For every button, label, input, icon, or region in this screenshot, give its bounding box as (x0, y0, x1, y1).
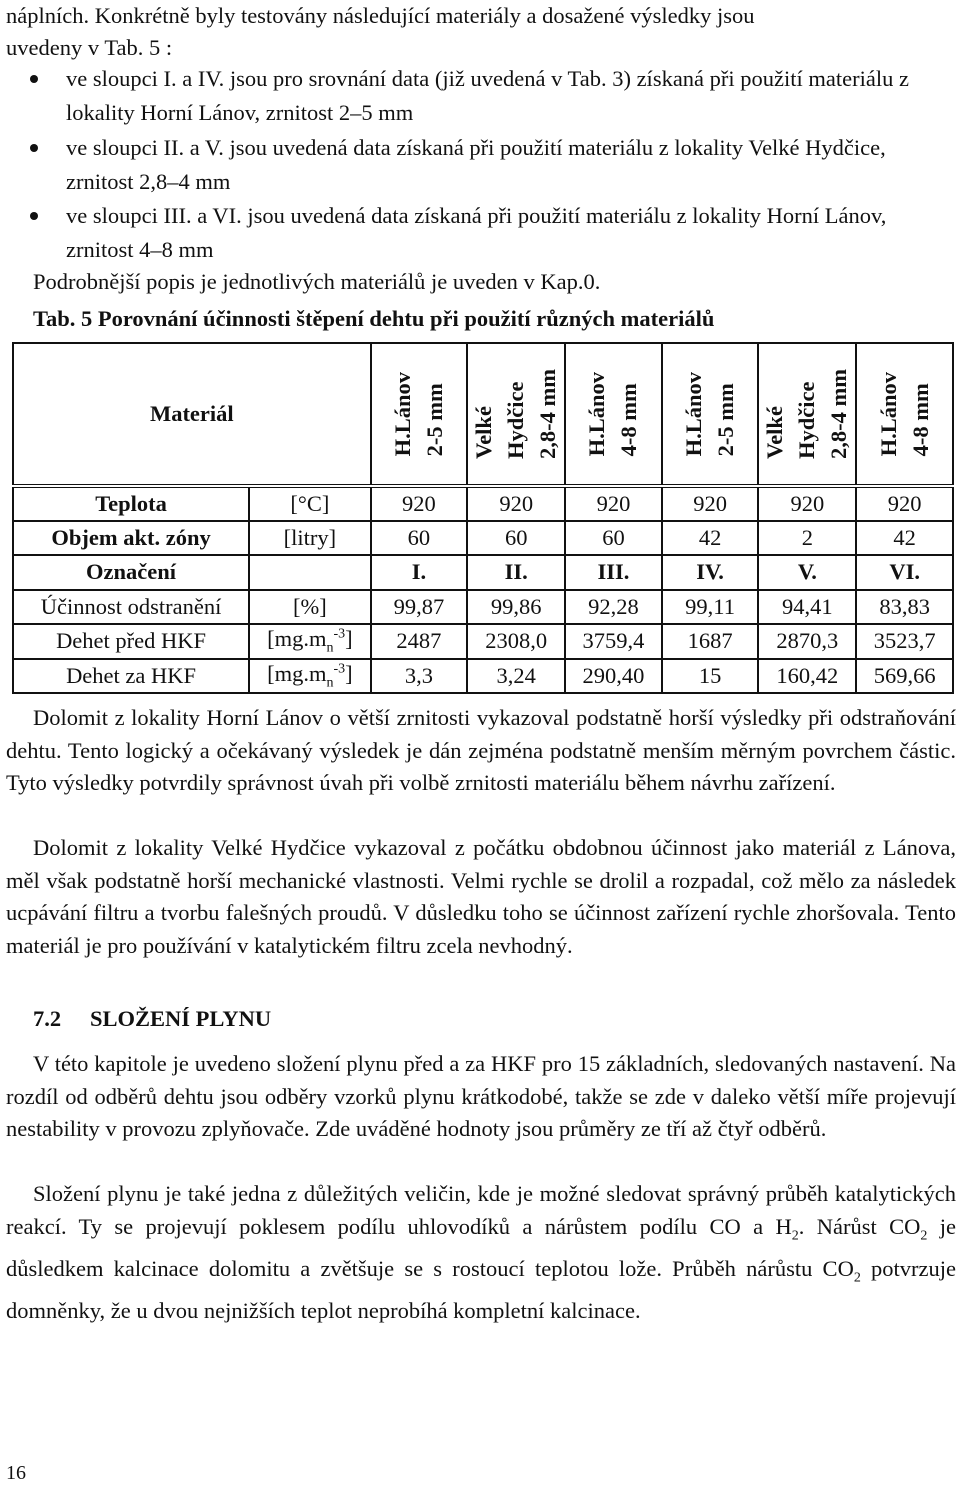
intro-line-1: náplních. Konkrétně byly testovány následující materiály a dosažené výsledky jsou (6, 3, 755, 28)
table-caption: Tab. 5 Porovnání účinnosti štěpení dehtu při použití různých materiálů (33, 306, 715, 331)
table-row (13, 486, 953, 521)
row-unit: $[mg.m_n^{-3}]$ (249, 624, 371, 659)
table-cell: 160,42 (758, 659, 856, 694)
table-row (13, 624, 953, 659)
table-row (13, 521, 953, 556)
table-cell: 920 (371, 486, 468, 521)
material-header: Materiál (13, 343, 371, 486)
table-cell: 3,3 (371, 659, 468, 694)
section-heading (33, 1006, 271, 1032)
note-line: Podrobnější popis je jednotlivých materiálů je uveden v Kap.0. (33, 269, 601, 294)
intro-line-2: uvedeny v Tab. 5 : (6, 35, 173, 60)
table-row (13, 659, 953, 694)
table-cell: 920 (856, 486, 953, 521)
table-cell: 920 (467, 486, 565, 521)
row-label: Účinnost odstranění (13, 590, 249, 625)
table-header-row (13, 343, 953, 486)
table-cell: 569,66 (856, 659, 953, 694)
table-cell: I. (371, 555, 468, 590)
table-cell: 42 (856, 521, 953, 556)
table-cell: 60 (371, 521, 468, 556)
table-cell: 94,41 (758, 590, 856, 625)
table-cell: 3759,4 (565, 624, 662, 659)
row-unit: $[mg.m_n^{-3}]$ (249, 659, 371, 694)
bullet-item: ve sloupci II. a V. jsou uvedená data získaná při použití materiálu z lokality Velké Hydčice, zrnitost 2,8–4 mm (6, 131, 956, 200)
table-cell: 920 (662, 486, 759, 521)
results-table (12, 342, 954, 694)
row-label: Dehet za HKF (13, 659, 249, 694)
paragraph-2: Dolomit z lokality Velké Hydčice vykazoval z počátku obdobnou účinnost jako materiál z Lánova, měl však podstatně horší mechanické vlastnosti. Velmi rychle se drolil a rozpadal, což mělo za následek ucpávání filtru a tvorbu falešných proudů. V důsledku toho se účinnost zařízení rychle zhoršovala. Tento materiál je pro používání v katalytickém filtru zcela nevhodný. (6, 835, 956, 958)
table-cell: 2 (758, 521, 856, 556)
column-header: H.Lánov 4-8 mm (565, 343, 662, 486)
table-cell: 920 (565, 486, 662, 521)
column-header: Velké Hydčice 2,8-4 mm (467, 343, 565, 486)
row-label: Objem akt. zóny (13, 521, 249, 556)
table-cell: V. (758, 555, 856, 590)
table-cell: 99,87 (371, 590, 468, 625)
bullet-item: ve sloupci I. a IV. jsou pro srovnání data (již uvedená v Tab. 3) získaná při použití materiálu z lokality Horní Lánov, zrnitost 2–5 mm (6, 62, 956, 131)
row-unit: [°C] (249, 486, 371, 521)
table-cell: 60 (467, 521, 565, 556)
table-cell: II. (467, 555, 565, 590)
table-cell: 60 (565, 521, 662, 556)
column-header: H.Lánov 2-5 mm (371, 343, 468, 486)
table-row (13, 590, 953, 625)
paragraph-4: Složení plynu je také jedna z důležitých veličin, kde je možné sledovat správný průběh katalytických reakcí. Ty se projevují poklesem podílu uhlovodíků a nárůstem podílu CO a $H_2$. Nárůst $CO_2$ je důsledkem kalcinace dolomitu a zvětšuje se s rostoucí teplotou lože. Průběh nárůstu $CO_2$ potvrzuje domněnky, že u dvou nejnižších teplot neprobíhá kompletní kalcinace. (6, 1181, 956, 1323)
column-header: H.Lánov 2-5 mm (662, 343, 759, 486)
row-unit (249, 555, 371, 590)
paragraph-3: V této kapitole je uvedeno složení plynu před a za HKF pro 15 základních, sledovaných nastavení. Na rozdíl od odběrů dehtu jsou odběry vzorků plynu krátkodobé, takže se zde v daleko větší míře projevují nestability v provozu zplyňovače. Zde uváděné hodnoty jsou průměry ze tří až čtyř odběrů. (6, 1051, 956, 1141)
table-cell: 42 (662, 521, 759, 556)
column-header: Velké Hydčice 2,8-4 mm (758, 343, 856, 486)
table-cell: 15 (662, 659, 759, 694)
table-cell: 2308,0 (467, 624, 565, 659)
page-number: 16 (6, 1462, 26, 1484)
bullet-list (6, 62, 956, 268)
row-unit: [litry] (249, 521, 371, 556)
paragraph-1: Dolomit z lokality Horní Lánov o větší zrnitosti vykazoval podstatně horší výsledky při odstraňování dehtu. Tento logický a očekávaný výsledek je dán zejména podstatně menším měrným povrchem částic. Tyto výsledky potvrdily správnost úvah při volbě zrnitosti materiálu během návrhu zařízení. (6, 705, 956, 795)
table-cell: 92,28 (565, 590, 662, 625)
section-number: 7.2 (33, 1006, 62, 1031)
table-cell: 1687 (662, 624, 759, 659)
table-cell: 2487 (371, 624, 468, 659)
table-cell: 3523,7 (856, 624, 953, 659)
table-row (13, 555, 953, 590)
table-cell: III. (565, 555, 662, 590)
table-cell: IV. (662, 555, 759, 590)
row-label: Teplota (13, 486, 249, 521)
table-cell: 99,86 (467, 590, 565, 625)
row-label: Označení (13, 555, 249, 590)
section-title: SLOŽENÍ PLYNU (90, 1006, 272, 1031)
table-cell: VI. (856, 555, 953, 590)
table-cell: 83,83 (856, 590, 953, 625)
bullet-item: ve sloupci III. a VI. jsou uvedená data získaná při použití materiálu z lokality Horní Lánov, zrnitost 4–8 mm (6, 199, 956, 268)
row-unit: [%] (249, 590, 371, 625)
row-label: Dehet před HKF (13, 624, 249, 659)
table-cell: 290,40 (565, 659, 662, 694)
table-cell: 920 (758, 486, 856, 521)
table-cell: 3,24 (467, 659, 565, 694)
table-cell: 99,11 (662, 590, 759, 625)
column-header: H.Lánov 4-8 mm (856, 343, 953, 486)
table-cell: 2870,3 (758, 624, 856, 659)
